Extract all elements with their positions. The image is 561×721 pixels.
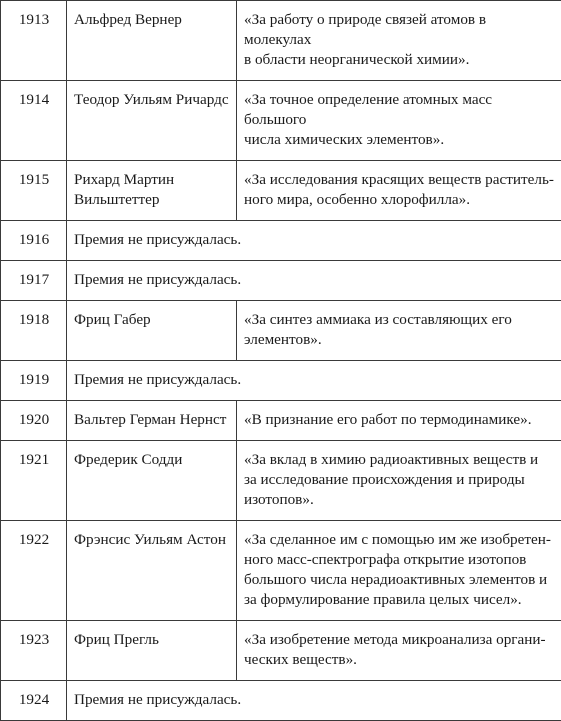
year-cell: 1920 (1, 401, 67, 441)
reason-cell (237, 1, 561, 81)
table-row (1, 81, 561, 161)
laureate-cell: Альфред Вернер (67, 1, 237, 81)
reason-line: «В признание его работ по термодинамике». (244, 410, 555, 430)
reason-line: «За сделанное им с помощью им же изобретен- (244, 530, 555, 550)
reason-line: «За работу о природе связей атомов в молекулах (244, 10, 555, 50)
laureate-cell (67, 161, 237, 221)
laureate-cell: Фрэнсис Уильям Астон (67, 521, 237, 621)
reason-cell (237, 621, 561, 681)
reason-line: числа химических элементов». (244, 130, 555, 150)
no-award-cell: Премия не присуждалась. (67, 221, 561, 261)
table-row (1, 621, 561, 681)
laureate-cell: Фредерик Содди (67, 441, 237, 521)
table-row (1, 221, 561, 261)
no-award-cell: Премия не присуждалась. (67, 261, 561, 301)
year-cell: 1913 (1, 1, 67, 81)
table-row (1, 161, 561, 221)
reason-line: ческих веществ». (244, 650, 555, 670)
reason-line: «За вклад в химию радиоактивных веществ и (244, 450, 555, 470)
year-cell: 1916 (1, 221, 67, 261)
reason-line: в области неорганической химии». (244, 50, 555, 70)
laureate-cell: Теодор Уильям Ричардс (67, 81, 237, 161)
laureate-cell: Фриц Габер (67, 301, 237, 361)
reason-line: «За точное определение атомных масс большого (244, 90, 555, 130)
reason-cell (237, 301, 561, 361)
reason-cell (237, 441, 561, 521)
year-cell: 1923 (1, 621, 67, 681)
table-row (1, 401, 561, 441)
table-row (1, 441, 561, 521)
no-award-cell: Премия не присуждалась. (67, 681, 561, 721)
table-row (1, 681, 561, 721)
year-cell: 1921 (1, 441, 67, 521)
table-row (1, 1, 561, 81)
reason-line: «За синтез аммиака из составляющих его (244, 310, 555, 330)
table-row (1, 361, 561, 401)
reason-line: элементов». (244, 330, 555, 350)
table-row (1, 521, 561, 621)
table-row (1, 301, 561, 361)
reason-cell (237, 81, 561, 161)
year-cell: 1922 (1, 521, 67, 621)
reason-line: за исследование происхождения и природы (244, 470, 555, 490)
no-award-cell: Премия не присуждалась. (67, 361, 561, 401)
year-cell: 1918 (1, 301, 67, 361)
year-cell: 1915 (1, 161, 67, 221)
reason-line: изотопов». (244, 490, 555, 510)
laureate-line: Рихард Мартин (74, 170, 230, 190)
reason-line: «За изобретение метода микроанализа органи- (244, 630, 555, 650)
reason-line: «За исследования красящих веществ раститель- (244, 170, 555, 190)
laureate-line: Вильштеттер (74, 190, 230, 210)
year-cell: 1919 (1, 361, 67, 401)
reason-line: ного масс-спектрографа открытие изотопов (244, 550, 555, 570)
year-cell: 1917 (1, 261, 67, 301)
reason-line: большого числа нерадиоактивных элементов и (244, 570, 555, 590)
reason-cell (237, 521, 561, 621)
reason-cell (237, 401, 561, 441)
year-cell: 1914 (1, 81, 67, 161)
table-row (1, 261, 561, 301)
reason-line: за формулирование правила целых чисел». (244, 590, 555, 610)
reason-line: ного мира, особенно хлорофилла». (244, 190, 555, 210)
laureate-cell: Фриц Прегль (67, 621, 237, 681)
laureate-cell: Вальтер Герман Нернст (67, 401, 237, 441)
year-cell: 1924 (1, 681, 67, 721)
reason-cell (237, 161, 561, 221)
